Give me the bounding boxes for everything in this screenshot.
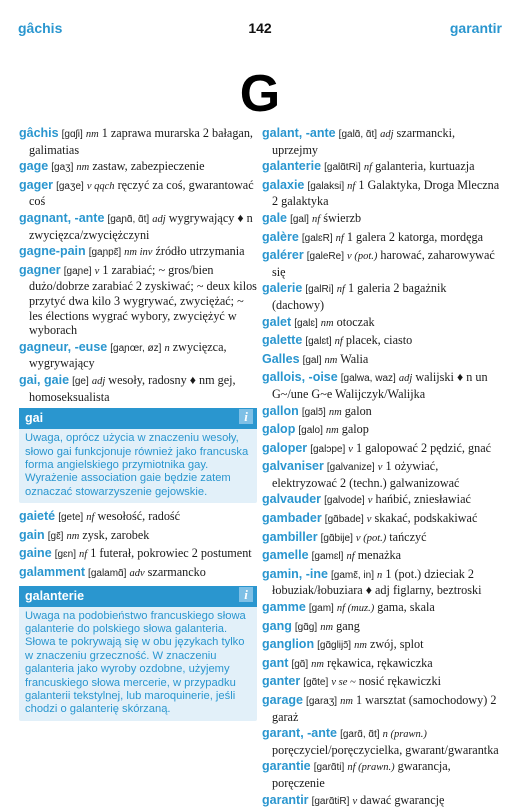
pronunciation: [galɑ̃, ɑ̃t] (338, 129, 378, 140)
pronunciation: [gaʒ] (51, 162, 74, 174)
headword: galet (262, 314, 292, 329)
pronunciation: [gam] (308, 603, 334, 615)
headword: gain (19, 527, 45, 542)
dictionary-entry (262, 600, 500, 617)
headword: gagnant, -ante (19, 210, 105, 225)
header-first-headword: gâchis (18, 20, 63, 36)
grammar-label: nm (76, 162, 90, 174)
section-letter: G (239, 65, 281, 123)
usage-note-galanterie (19, 586, 257, 721)
dictionary-entry (19, 340, 257, 371)
dictionary-entry (19, 159, 257, 176)
headword: galvaniser (262, 459, 324, 474)
pronunciation: [galwa, waz] (340, 373, 396, 385)
definition: Walia (340, 351, 369, 366)
dictionary-entry (19, 244, 257, 261)
usage-note-text: Uwaga na podobieństwo francuskiego słowa galanterie do polskiego słowa galanteria. Słowa te pokrywają się w obu językach tylko w znaczeniu grzeczność. W znaczeniu galanteria jako wyroby ozdobne, użyjemy francuskiego słowa mercerie, w przypadku galanterii tekstylnej, lub maroquinerie, jeśli chodzi o galanterię skórzaną. (25, 609, 246, 716)
dictionary-entry (262, 793, 500, 810)
definition: wygrywający ♦ n zwycięzca/zwyciężczyni (29, 210, 253, 242)
dictionary-entry (262, 492, 500, 509)
dictionary-entry (19, 178, 257, 209)
grammar-label: nm (66, 530, 80, 542)
dictionary-entry (262, 674, 500, 691)
headword: gagner (19, 262, 61, 277)
usage-note-title (19, 586, 257, 607)
headword: gager (19, 177, 54, 192)
dictionary-entry (19, 211, 257, 242)
headword: garantir (262, 792, 309, 807)
grammar-label: nf (86, 512, 95, 524)
pronunciation: [garɑ̃ti] (313, 762, 345, 774)
definition: świerzb (323, 210, 362, 225)
grammar-label: nm (320, 317, 334, 329)
definition: 1 ożywiać, elektryzować 2 (techn.) galwanizować (272, 459, 460, 490)
dictionary-entry (19, 528, 257, 545)
definition: poręczyciel/poręczycielka, gwarant/gwarantka (272, 742, 499, 757)
definition: zysk, zarobek (82, 527, 150, 542)
headword: gage (19, 159, 49, 174)
left-entries (19, 126, 257, 404)
grammar-label: nm (320, 621, 334, 633)
dictionary-entry (262, 726, 500, 757)
headword: gaieté (19, 509, 56, 524)
grammar-label: v (367, 495, 373, 507)
pronunciation: [gal] (290, 213, 309, 225)
grammar-label: adj (152, 213, 166, 225)
grammar-label: nf (79, 549, 88, 561)
definition: ręczyć za coś, gwarantować coś (29, 177, 254, 209)
dictionary-entry (262, 530, 500, 547)
pronunciation: [ge] (72, 375, 89, 387)
headword: garant, -ante (262, 726, 338, 741)
pronunciation: [garɑ̃tiR] (311, 795, 350, 807)
grammar-label: nf (347, 180, 356, 192)
definition: 1 zarabiać; ~ gros/bien dużo/dobrze zarabiać 2 zyskiwać; ~ deux kilos przytyć dwa kilo 3 wygrywać, zwyciężać; ~ les élections wygrać wybory, zwyciężyć w wyborach (29, 262, 257, 338)
dictionary-entry (19, 263, 257, 338)
grammar-label: v (94, 265, 100, 277)
dictionary-entry (19, 126, 257, 157)
grammar-label: nm (325, 425, 339, 437)
definition: zastaw, zabezpieczenie (92, 159, 205, 174)
dictionary-entry (262, 404, 500, 421)
dictionary-entry (262, 230, 500, 247)
pronunciation: [gɑ̃g] (294, 621, 318, 633)
dictionary-entry (262, 511, 500, 528)
pronunciation: [gɑ̃] (291, 658, 309, 670)
definition: nosić rękawiczki (358, 674, 441, 689)
dictionary-entry (262, 759, 500, 790)
definition: 1 galera 2 katorga, mordęga (346, 229, 484, 244)
definition: galop (341, 422, 369, 437)
dictionary-entry (262, 370, 500, 401)
headword: gai, gaie (19, 372, 70, 387)
usage-note-text: Uwaga, oprócz użycia w znaczeniu wesoły, słowo gai funkcjonuje również jako francuska forma angielskiego przymiotnika gay. Wyrażenie association gaie będzie zatem oznaczać stowarzyszenie gejowskie. (25, 432, 249, 498)
grammar-label: nf (336, 284, 345, 296)
usage-note-gai (19, 408, 257, 503)
pronunciation: [garɑ̃, ɑ̃t] (340, 729, 380, 741)
dictionary-entry (19, 509, 257, 526)
headword: galère (262, 229, 299, 244)
definition: wesołość, radość (97, 509, 181, 524)
headword: galaxie (262, 177, 305, 192)
grammar-label: n (prawn.) (382, 729, 427, 741)
pronunciation: [galeRe] (306, 251, 344, 263)
grammar-label: nf (312, 213, 321, 225)
dictionary-entry (262, 637, 500, 654)
pronunciation: [galamɑ̃] (88, 567, 127, 579)
grammar-label: adj (91, 375, 106, 387)
grammar-label: nm (324, 354, 338, 366)
page-header (18, 20, 502, 40)
grammar-label: v (352, 795, 358, 807)
headword: gambiller (262, 529, 318, 544)
dictionary-entry (262, 159, 500, 176)
dictionary-entry (262, 281, 500, 312)
definition: 1 galopować 2 pędzić, gnać (356, 440, 492, 455)
grammar-label: v se ~ (331, 677, 356, 689)
dictionary-entry (262, 333, 500, 350)
right-column (262, 126, 500, 811)
grammar-label: v (pot.) (355, 532, 387, 544)
headword: ganter (262, 674, 301, 689)
grammar-label: n (164, 342, 170, 354)
dictionary-entry (262, 422, 500, 439)
dictionary-entry (19, 565, 257, 582)
definition: skakać, podskakiwać (374, 511, 478, 526)
grammar-label: v (pot.) (347, 251, 378, 263)
headword: galop (262, 422, 296, 437)
grammar-label: n (377, 569, 383, 581)
pronunciation: [galɛ] (294, 317, 318, 329)
pronunciation: [galɛt] (305, 336, 332, 348)
dictionary-entry (262, 459, 500, 490)
dictionary-entry (262, 619, 500, 636)
pronunciation: [gaɲœr, øz] (110, 342, 162, 354)
pronunciation: [gɛn] (54, 549, 76, 561)
left-column (19, 126, 257, 727)
headword: gant (262, 655, 289, 670)
headword: galerie (262, 281, 303, 296)
usage-note-title (19, 408, 257, 429)
pronunciation: [gɑ̃glijɔ̃] (317, 640, 352, 652)
pronunciation: [galɑ̃tRi] (324, 162, 361, 174)
headword: gâchis (19, 126, 59, 140)
dictionary-entry (262, 248, 500, 279)
definition: placek, ciasto (345, 333, 413, 348)
dictionary-entry (262, 441, 500, 458)
headword: galoper (262, 440, 308, 455)
headword: gagneur, -euse (19, 339, 108, 354)
definition: gama, skala (377, 600, 435, 615)
headword: garantie (262, 759, 311, 774)
dictionary-entry (262, 126, 500, 157)
grammar-label: nf (346, 551, 355, 563)
grammar-label: nf (335, 232, 344, 244)
headword: gang (262, 618, 292, 633)
headword: gale (262, 210, 288, 225)
definition: otoczak (336, 314, 375, 329)
grammar-label: v (366, 514, 372, 526)
headword: gaine (19, 546, 52, 561)
headword: gamin, -ine (262, 566, 328, 581)
grammar-label: v qqch (86, 180, 115, 192)
pronunciation: [gɛ̃] (47, 530, 64, 542)
pronunciation: [galɔ̃] (301, 406, 326, 418)
definition: menażka (357, 548, 402, 563)
definition: walijski ♦ n un G~/une G~e Walijczyk/Walijka (272, 370, 488, 401)
definition: tańczyć (389, 529, 427, 544)
dictionary-entry (262, 548, 500, 565)
pronunciation: [galo] (298, 425, 323, 437)
definition: zwycięzca, wygrywający (29, 339, 227, 371)
grammar-label: adj (398, 373, 413, 385)
headword: garage (262, 693, 303, 707)
pronunciation: [galɔpe] (310, 443, 346, 455)
pronunciation: [gete] (58, 512, 84, 524)
info-icon: i (239, 587, 253, 602)
grammar-label: nm (340, 696, 353, 707)
pronunciation: [gaɲpɛ̃] (88, 247, 122, 259)
grammar-label: nf (363, 162, 373, 174)
definition: 1 zaprawa murarska 2 bałagan, galimatias (29, 126, 253, 157)
pronunciation: [gal] (302, 354, 322, 366)
pronunciation: [galRi] (305, 284, 334, 296)
definition: harować, zaharowywać się (272, 248, 495, 279)
headword: galette (262, 333, 303, 348)
definition: 1 galeria 2 bagażnik (dachowy) (272, 281, 447, 312)
headword: gallois, -oise (262, 370, 338, 385)
grammar-label: nm (85, 129, 99, 140)
definition: wesoły, radosny ♦ nm gej, homoseksualista (29, 372, 236, 404)
definition: szarmancki, uprzejmy (272, 126, 456, 157)
grammar-label: v (348, 443, 353, 455)
definition: 1 futerał, pokrowiec 2 postument (90, 546, 252, 561)
definition: galanteria, kurtuazja (375, 159, 475, 174)
headword: gamme (262, 600, 306, 615)
usage-note-title-text: galanterie (25, 588, 85, 603)
grammar-label: nf (prawn.) (347, 762, 395, 774)
grammar-label: v (377, 462, 383, 474)
definition: szarmancko (147, 564, 206, 579)
dictionary-entry (262, 567, 500, 598)
usage-note-title-text: gai (25, 411, 44, 426)
definition: hańbić, zniesławiać (375, 492, 471, 507)
grammar-label: nm (328, 406, 342, 418)
headword: gambader (262, 511, 322, 526)
pronunciation: [galaksi] (307, 180, 345, 192)
pronunciation: [galɛR] (301, 232, 333, 244)
pronunciation: [gɑ̃bade] (324, 514, 364, 526)
page-number: 142 (248, 20, 272, 36)
dictionary-entry (262, 178, 500, 209)
grammar-label: adv (129, 567, 145, 579)
headword: galanterie (262, 159, 322, 174)
definition: gwarancja, poręczenie (272, 759, 451, 790)
pronunciation: [gɑ̃te] (303, 677, 329, 689)
headword: Galles (262, 351, 300, 366)
pronunciation: [gɑʃi] (61, 129, 83, 140)
definition: 1 Galaktyka, Droga Mleczna 2 galaktyka (272, 177, 500, 209)
grammar-label: nf (muz.) (336, 603, 375, 615)
headword: galérer (262, 248, 304, 263)
dictionary-entry (262, 656, 500, 673)
grammar-label: nm inv (124, 247, 153, 259)
headword: ganglion (262, 637, 315, 652)
definition: gang (336, 618, 360, 633)
definition: 1 warsztat (samochodowy) 2 garaż (272, 693, 497, 724)
pronunciation: [gamɛ̃, in] (331, 569, 374, 581)
pronunciation: [gamɛl] (311, 551, 344, 563)
dictionary-entry (19, 373, 257, 404)
dictionary-entry (262, 315, 500, 332)
headword: galant, -ante (262, 126, 336, 140)
dictionary-entry (19, 546, 257, 563)
pronunciation: [galvanize] (326, 462, 375, 474)
grammar-label: nm (354, 640, 367, 652)
definition: źródło utrzymania (155, 244, 245, 259)
definition: galon (344, 403, 372, 418)
definition: rękawica, rękawiczka (327, 655, 433, 670)
pronunciation: [galvode] (324, 495, 365, 507)
pronunciation: [gaɲe] (63, 265, 92, 277)
grammar-label: adj (380, 129, 394, 140)
left-entries-2 (19, 509, 257, 581)
headword: galamment (19, 564, 85, 579)
header-last-headword: garantir (449, 20, 502, 36)
info-icon: i (239, 409, 253, 424)
headword: gallon (262, 403, 299, 418)
dictionary-entry (262, 211, 500, 228)
headword: gamelle (262, 548, 309, 563)
pronunciation: [gaʒe] (56, 180, 84, 192)
grammar-label: nf (334, 336, 343, 348)
pronunciation: [garaʒ] (306, 696, 338, 707)
dictionary-entry (262, 352, 500, 369)
definition: 1 (pot.) dzieciak 2 łobuziak/łobuziara ♦ adj figlarny, beztroski (272, 566, 482, 598)
definition: dawać gwarancję (360, 792, 445, 807)
headword: gagne-pain (19, 244, 86, 259)
definition: zwój, splot (369, 637, 424, 652)
headword: galvauder (262, 492, 322, 507)
dictionary-entry (262, 693, 500, 724)
pronunciation: [gaɲɑ̃, ɑ̃t] (107, 213, 150, 225)
grammar-label: nm (311, 658, 325, 670)
pronunciation: [gɑ̃bije] (320, 532, 353, 544)
